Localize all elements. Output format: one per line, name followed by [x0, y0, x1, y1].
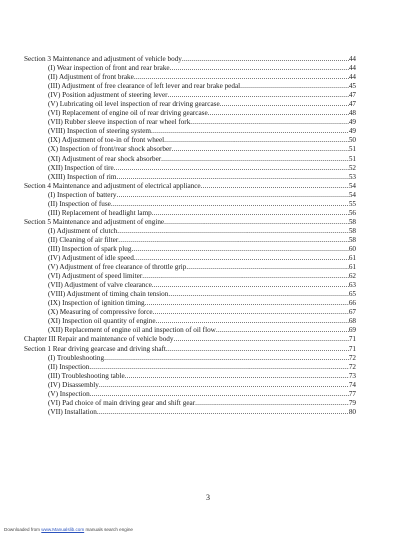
toc-subsection-entry[interactable] — [24, 308, 356, 317]
toc-leader-dots — [142, 272, 349, 281]
toc-subsection-entry[interactable] — [24, 263, 356, 272]
toc-entry-page: 56 — [348, 208, 356, 217]
toc-entry-page: 79 — [348, 398, 356, 407]
toc-subsection-entry[interactable] — [24, 227, 356, 236]
toc-subsection-entry[interactable] — [24, 317, 356, 326]
toc-entry-title: (VI) Adjustment of speed limiter — [48, 272, 143, 281]
toc-subsection-entry[interactable] — [24, 254, 356, 263]
toc-section-entry[interactable] — [24, 182, 356, 191]
toc-entry-page: 50 — [348, 136, 356, 145]
toc-leader-dots — [240, 82, 349, 91]
toc-leader-dots — [151, 127, 349, 136]
toc-subsection-entry[interactable] — [24, 191, 356, 200]
toc-leader-dots — [153, 308, 349, 317]
toc-leader-dots — [156, 317, 349, 326]
toc-entry-page: 44 — [348, 73, 356, 82]
footer-suffix: manuals search engine — [84, 527, 133, 532]
toc-entry-title: (XII) Inspection of tire — [48, 163, 114, 172]
toc-subsection-entry[interactable] — [24, 399, 356, 408]
toc-leader-dots — [208, 109, 349, 118]
toc-subsection-entry[interactable] — [24, 91, 356, 100]
toc-subsection-entry[interactable] — [24, 299, 356, 308]
toc-entry-page: 49 — [348, 118, 356, 127]
toc-subsection-entry[interactable] — [24, 127, 356, 136]
toc-leader-dots — [145, 299, 349, 308]
page-number: 3 — [206, 493, 210, 502]
toc-subsection-entry[interactable] — [24, 109, 356, 118]
toc-entry-title: (IX) Inspection of ignition timing — [48, 299, 145, 308]
toc-entry-page: 68 — [348, 317, 356, 326]
toc-entry-title: (XI) Inspection oil quantity of engine — [48, 317, 156, 326]
toc-entry-page: 54 — [348, 190, 356, 199]
toc-subsection-entry[interactable] — [24, 164, 356, 173]
toc-entry-page: 72 — [348, 362, 356, 371]
toc-entry-title: (XII) Replacement of engine oil and inspection of oil flow — [48, 326, 216, 335]
toc-leader-dots — [172, 145, 349, 154]
toc-leader-dots — [182, 55, 349, 64]
toc-leader-dots — [220, 100, 349, 109]
toc-subsection-entry[interactable] — [24, 290, 356, 299]
toc-entry-title: (II) Inspection — [48, 362, 90, 371]
toc-entry-title: (I) Troubleshooting — [48, 353, 105, 362]
toc-entry-title: (II) Adjustment of front brake — [48, 73, 134, 82]
toc-subsection-entry[interactable] — [24, 82, 356, 91]
toc-entry-page: 61 — [348, 263, 356, 272]
toc-entry-page: 52 — [348, 163, 356, 172]
toc-section-entry[interactable] — [24, 55, 356, 64]
toc-entry-title: (I) Wear inspection of front and rear brake — [48, 64, 170, 73]
toc-entry-page: 51 — [348, 145, 356, 154]
toc-leader-dots — [152, 209, 349, 218]
toc-subsection-entry[interactable] — [24, 118, 356, 127]
toc-entry-title: (II) Inspection of fuse — [48, 199, 111, 208]
toc-entry-page: 74 — [348, 380, 356, 389]
toc-entry-page: 48 — [348, 109, 356, 118]
toc-entry-title: (IV) Position adjustment of steering lever — [48, 91, 168, 100]
toc-entry-title: (II) Cleaning of air filter — [48, 235, 119, 244]
toc-entry-title: (VI) Replacement of engine oil of rear driving gearcase — [48, 109, 208, 118]
toc-entry-title: (XI) Adjustment of rear shock absorber — [48, 154, 162, 163]
toc-entry-page: 44 — [348, 55, 356, 63]
toc-entry-page: 62 — [348, 272, 356, 281]
toc-entry-title: Chapter III Repair and maintenance of vehicle body — [24, 335, 174, 344]
toc-leader-dots — [117, 227, 349, 236]
toc-entry-title: (III) Replacement of headlight lamp — [48, 208, 152, 217]
toc-entry-page: 44 — [348, 64, 356, 73]
toc-leader-dots — [104, 354, 349, 363]
toc-subsection-entry[interactable] — [24, 281, 356, 290]
toc-subsection-entry[interactable] — [24, 173, 356, 182]
toc-entry-title: (IV) Disassembly — [48, 380, 99, 389]
toc-entry-page: 66 — [348, 299, 356, 308]
toc-entry-title: (III) Inspection of spark plug — [48, 244, 132, 253]
toc-entry-page: 47 — [348, 91, 356, 100]
download-footer — [4, 527, 133, 532]
toc-entry-page: 49 — [348, 127, 356, 136]
toc-entry-title: (V) Adjustment of free clearance of throttle grip — [48, 263, 187, 272]
toc-entry-title: (X) Measuring of compressive force — [48, 308, 153, 317]
toc-entry-title: (VI) Pad choice of main driving gear and shift gear — [48, 398, 196, 407]
toc-leader-dots — [173, 335, 348, 344]
toc-subsection-entry[interactable] — [24, 326, 356, 335]
toc-leader-dots — [164, 218, 349, 227]
toc-subsection-entry[interactable] — [24, 73, 356, 82]
toc-subsection-entry[interactable] — [24, 381, 356, 390]
toc-entry-page: 63 — [348, 281, 356, 290]
toc-entry-page: 47 — [348, 100, 356, 109]
toc-leader-dots — [190, 118, 349, 127]
toc-subsection-entry[interactable] — [24, 354, 356, 363]
toc-subsection-entry[interactable] — [24, 100, 356, 109]
toc-leader-dots — [97, 408, 349, 417]
toc-entry-title: (III) Adjustment of free clearance of left lever and rear brake pedal — [48, 82, 241, 91]
toc-entry-page: 45 — [348, 82, 356, 91]
toc-entry-page: 60 — [348, 244, 356, 253]
toc-entry-page: 54 — [348, 181, 356, 190]
toc-leader-dots — [201, 182, 349, 191]
toc-entry-title: (IX) Adjustment of toe-in of front wheel — [48, 136, 165, 145]
toc-entry-page: 53 — [348, 172, 356, 181]
toc-entry-page: 77 — [348, 389, 356, 398]
toc-subsection-entry[interactable] — [24, 372, 356, 381]
toc-subsection-entry[interactable] — [24, 390, 356, 399]
toc-entry-page: 61 — [348, 254, 356, 263]
toc-leader-dots — [161, 155, 349, 164]
toc-entry-title: Section 1 Rear driving gearcase and driving shaft — [24, 344, 166, 353]
manualslib-link[interactable]: www.Manualslib.com — [41, 527, 85, 532]
toc-leader-dots — [168, 91, 349, 100]
toc-leader-dots — [89, 363, 349, 372]
toc-subsection-entry[interactable] — [24, 155, 356, 164]
toc-entry-page: 58 — [348, 226, 356, 235]
toc-entry-page: 69 — [348, 326, 356, 335]
toc-leader-dots — [99, 381, 349, 390]
toc-subsection-entry[interactable] — [24, 145, 356, 154]
toc-entry-title: (VIII) Inspection of steering system — [48, 127, 151, 136]
toc-entry-title: (VIII) Adjustment of timing chain tension — [48, 290, 169, 299]
toc-entry-page: 55 — [348, 199, 356, 208]
toc-subsection-entry[interactable] — [24, 272, 356, 281]
toc-leader-dots — [134, 73, 349, 82]
toc-leader-dots — [152, 281, 349, 290]
toc-entry-title: Section 3 Maintenance and adjustment of vehicle body — [24, 55, 182, 63]
toc-subsection-entry[interactable] — [24, 209, 356, 218]
toc-section-entry[interactable] — [24, 218, 356, 227]
toc-entry-page: 72 — [348, 353, 356, 362]
toc-entry-page: 71 — [348, 335, 356, 344]
footer-prefix: Downloaded from — [4, 527, 42, 532]
toc-entry-title: (X) Inspection of front/rear shock absorber — [48, 145, 172, 154]
toc-subsection-entry[interactable] — [24, 245, 356, 254]
toc-entry-title: (V) Inspection — [48, 389, 90, 398]
toc-leader-dots — [116, 173, 348, 182]
toc-leader-dots — [116, 191, 348, 200]
toc-leader-dots — [195, 399, 349, 408]
toc-entry-page: 58 — [348, 217, 356, 226]
toc-subsection-entry[interactable] — [24, 363, 356, 372]
toc-entry-title: (VII) Adjustment of valve clearance — [48, 281, 152, 290]
table-of-contents — [24, 55, 356, 417]
toc-entry-page: 71 — [348, 344, 356, 353]
toc-subsection-entry[interactable] — [24, 408, 356, 417]
toc-entry-page: 51 — [348, 154, 356, 163]
toc-leader-dots — [134, 254, 349, 263]
toc-leader-dots — [118, 236, 349, 245]
toc-leader-dots — [216, 326, 349, 335]
toc-entry-title: Section 4 Maintenance and adjustment of electrical appliance — [24, 181, 201, 190]
toc-entry-title: (VII) Rubber sleeve inspection of rear wheel fork — [48, 118, 191, 127]
toc-entry-title: (I) Adjustment of clutch — [48, 226, 118, 235]
toc-leader-dots — [164, 136, 349, 145]
toc-entry-page: 80 — [348, 407, 356, 416]
toc-entry-title: (IV) Adjustment of idle speed — [48, 254, 134, 263]
toc-subsection-entry[interactable] — [24, 136, 356, 145]
toc-entry-title: (I) Inspection of battery — [48, 190, 117, 199]
toc-leader-dots — [111, 200, 349, 209]
toc-leader-dots — [125, 372, 349, 381]
toc-entry-page: 73 — [348, 371, 356, 380]
toc-leader-dots — [90, 390, 349, 399]
toc-leader-dots — [186, 263, 349, 272]
toc-section-entry[interactable] — [24, 335, 356, 344]
toc-subsection-entry[interactable] — [24, 64, 356, 73]
toc-section-entry[interactable] — [24, 345, 356, 354]
toc-entry-title: Section 5 Maintenance and adjustment of engine — [24, 217, 165, 226]
toc-subsection-entry[interactable] — [24, 200, 356, 209]
toc-entry-page: 65 — [348, 290, 356, 299]
toc-leader-dots — [114, 164, 349, 173]
toc-entry-title: (VII) Installation — [48, 407, 97, 416]
toc-entry-page: 58 — [348, 235, 356, 244]
toc-subsection-entry[interactable] — [24, 236, 356, 245]
toc-leader-dots — [168, 290, 348, 299]
toc-leader-dots — [131, 245, 348, 254]
toc-entry-title: (V) Lubricating oil level inspection of rear driving gearcase — [48, 100, 220, 109]
toc-leader-dots — [170, 64, 349, 73]
toc-entry-title: (XIII) Inspection of rim — [48, 172, 117, 181]
toc-entry-title: (III) Troubleshooting table — [48, 371, 125, 380]
toc-entry-page: 67 — [348, 308, 356, 317]
toc-leader-dots — [166, 345, 349, 354]
